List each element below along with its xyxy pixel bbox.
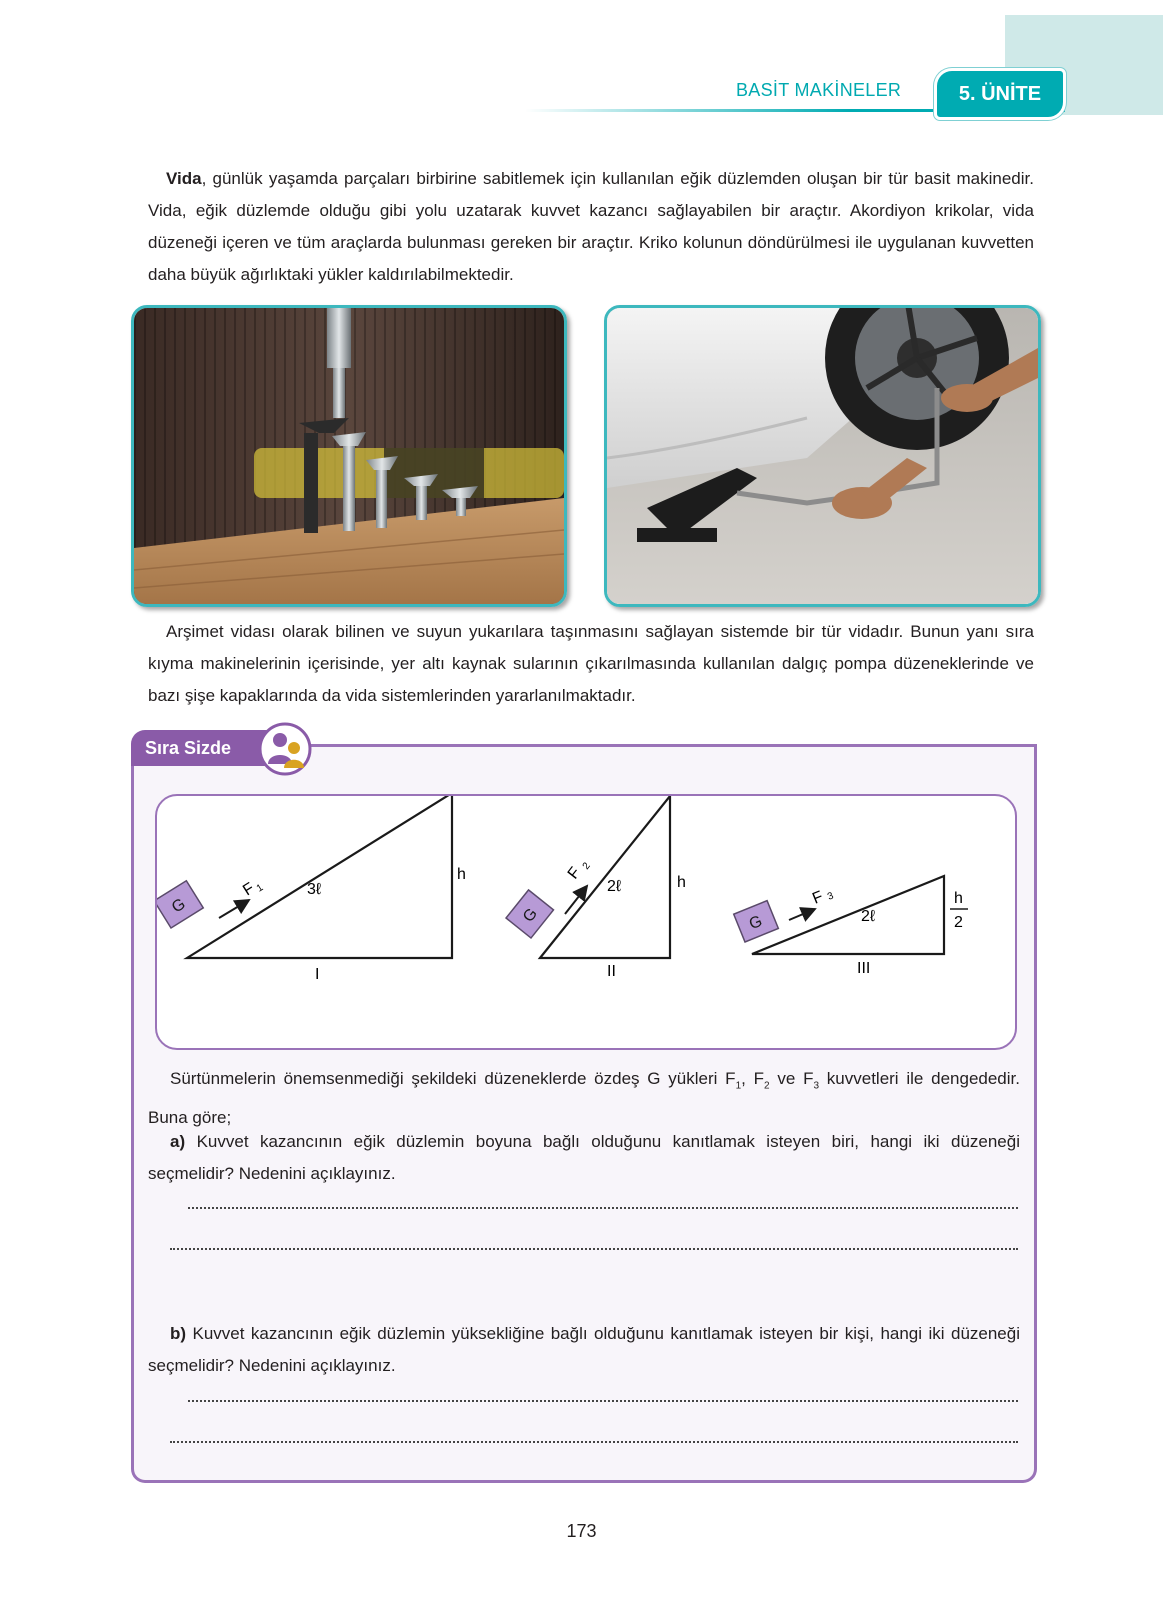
force-label-1: F bbox=[240, 879, 258, 900]
intro-text: , günlük yaşamda parçaları birbirine sabitlemek için kullanılan eğik düzlemden oluşan bir tür basit makinedir. Vida, eğik düzlemde olduğu gibi yolu uzatarak kuvvet kazancı sağlayabilen bir araçtır. Akordiyon krikolar, vida düzeneği içeren ve tüm araçlarda bulunması gereken bir araçtır. Kriko kolunun döndürülmesi ile uygulanan kuvvetten daha büyük ağırlıktaki yükler kaldırılabilmektedir. bbox=[148, 169, 1034, 284]
inclined-planes-diagram bbox=[155, 794, 1017, 1050]
people-icon bbox=[258, 722, 312, 776]
load-label-1: G bbox=[169, 895, 189, 917]
slope-label-2: 2ℓ bbox=[607, 878, 622, 895]
question-b-text: Kuvvet kazancının eğik düzlemin yüksekliğine bağlı olduğunu kanıtlamak isteyen bir kişi, hangi iki düzeneği seçmelidir? Nedenini açıklayınız. bbox=[148, 1324, 1020, 1375]
force-index-3: 3 bbox=[826, 890, 836, 903]
height-label-2: h bbox=[677, 874, 686, 891]
exercise-intro bbox=[148, 1063, 1020, 1134]
force-index-2: 2 bbox=[580, 860, 593, 872]
force-arrow-3 bbox=[789, 909, 815, 920]
height-label-1: h bbox=[457, 866, 466, 883]
question-a-label: a) bbox=[170, 1132, 186, 1151]
section-title: BASİT MAKİNELER bbox=[736, 80, 902, 100]
exercise-intro-text-2: kuvvetleri ile dengededir. Buna göre; bbox=[148, 1069, 1020, 1128]
height-denominator-3: 2 bbox=[954, 914, 963, 931]
height-numerator-3: h bbox=[954, 890, 963, 907]
page-number: 173 bbox=[566, 1521, 597, 1541]
unit-badge: 5. ÜNİTE bbox=[934, 68, 1066, 120]
question-a bbox=[148, 1126, 1020, 1190]
force-label-2: F bbox=[564, 864, 585, 883]
f2-subscript: 2 bbox=[764, 1080, 770, 1092]
exercise-intro-sep-2: ve F bbox=[769, 1069, 814, 1088]
answer-b-line-1[interactable] bbox=[188, 1400, 1018, 1402]
question-a-text: Kuvvet kazancının eğik düzlemin boyuna bağlı olduğunu kanıtlamak isteyen biri, hangi iki düzeneği seçmelidir? Nedenini açıklayınız. bbox=[148, 1132, 1020, 1183]
roman-label-2: II bbox=[607, 963, 616, 980]
slope-label-3: 2ℓ bbox=[861, 908, 876, 925]
intro-bold-term: Vida bbox=[166, 169, 202, 188]
force-arrow-2 bbox=[565, 886, 587, 914]
setup-2 bbox=[506, 796, 686, 980]
answer-a-line-1[interactable] bbox=[188, 1207, 1018, 1209]
sira-sizde-title: Sıra Sizde bbox=[131, 730, 291, 766]
force-index-1: 1 bbox=[254, 882, 266, 895]
sira-sizde-top-rule bbox=[300, 744, 1037, 747]
roman-label-3: III bbox=[857, 960, 871, 977]
answer-b-line-2[interactable] bbox=[170, 1441, 1018, 1443]
incline-2 bbox=[540, 796, 670, 958]
f3-subscript: 3 bbox=[813, 1080, 820, 1092]
roman-label-1: I bbox=[315, 966, 320, 983]
car-jack-photo bbox=[604, 305, 1041, 607]
exercise-intro-text-1: Sürtünmelerin önemsenmediği şekildeki düzeneklerde özdeş G yükleri F bbox=[170, 1069, 736, 1088]
archimedes-text: Arşimet vidası olarak bilinen ve suyun yukarılara taşınmasını sağlayan sistemde bir tür vidadır. Bunun yanı sıra kıyma makinelerinin içerisinde, yer altı kaynak sularının çıkarılmasında kullanılan dalgıç pompa düzeneklerinde ve bazı şişe kapaklarında da vida sistemlerinden yararlanılmaktadır. bbox=[148, 622, 1034, 705]
load-label-3: G bbox=[746, 912, 765, 934]
incline-3 bbox=[752, 876, 944, 954]
exercise-intro-sep-1: , F bbox=[741, 1069, 765, 1088]
intro-paragraph bbox=[148, 163, 1034, 291]
answer-a-line-2[interactable] bbox=[170, 1248, 1018, 1250]
setup-3 bbox=[734, 876, 968, 977]
setup-1 bbox=[157, 796, 466, 983]
force-label-3: F bbox=[810, 888, 826, 908]
question-b bbox=[148, 1318, 1020, 1382]
slope-label-1: 3ℓ bbox=[307, 881, 322, 898]
sira-sizde-top-corner bbox=[1034, 744, 1037, 754]
incline-1 bbox=[187, 796, 452, 958]
force-arrow-1 bbox=[219, 900, 249, 918]
load-label-2: G bbox=[519, 905, 541, 926]
screw-photo bbox=[131, 305, 567, 607]
archimedes-paragraph bbox=[148, 616, 1034, 712]
f1-subscript: 1 bbox=[735, 1080, 742, 1092]
question-b-label: b) bbox=[170, 1324, 187, 1343]
